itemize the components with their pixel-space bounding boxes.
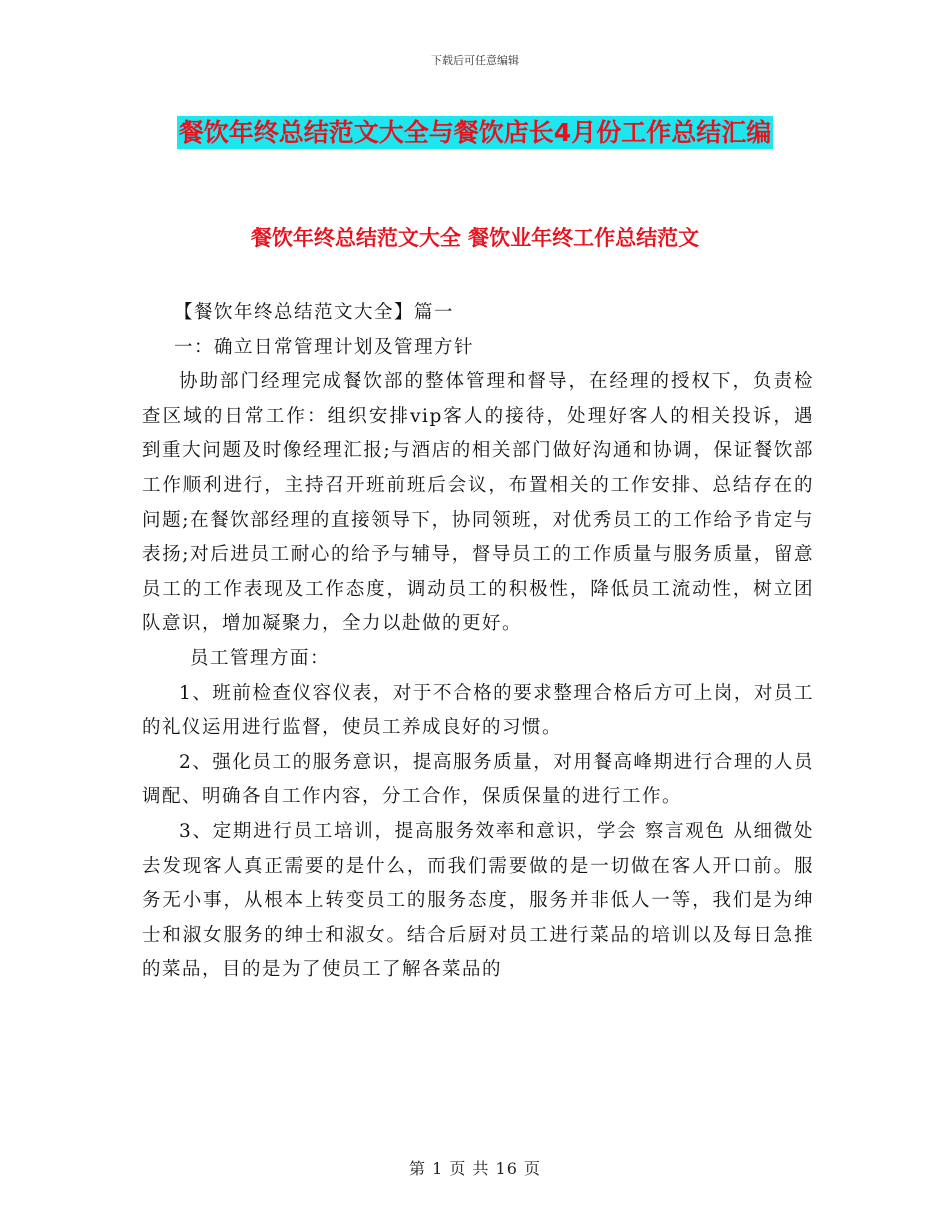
document-title [140, 112, 810, 154]
document-title-text: 餐饮年终总结范文大全与餐饮店长4月份工作总结汇编 [178, 118, 772, 147]
document-subtitle: 餐饮年终总结范文大全 餐饮业年终工作总结范文 [250, 226, 700, 250]
section-subheading: 一：确立日常管理计划及管理方针 [174, 336, 475, 358]
header-note: 下载后可任意编辑 [431, 54, 519, 67]
document-body [142, 296, 814, 988]
page-number: 第 1 页 共 16 页 [409, 1159, 541, 1178]
body-paragraph: 2、强化员工的服务意识，提高服务质量，对用餐高峰期进行合理的人员调配、明确各自工作内容，分工合作，保质保量的进行工作。 [142, 751, 814, 808]
body-paragraph: 1、班前检查仪容仪表，对于不合格的要求整理合格后方可上岗，对员工的礼仪运用进行监督，使员工养成良好的习惯。 [142, 682, 814, 739]
section-subheading: 员工管理方面： [190, 647, 331, 669]
section-heading: 【餐饮年终总结范文大全】篇一 [174, 302, 455, 323]
body-paragraph: 协助部门经理完成餐饮部的整体管理和督导，在经理的授权下，负责检查区域的日常工作：组织安排vip客人的接待，处理好客人的相关投诉，遇到重大问题及时像经理汇报;与酒店的相关部门做好沟通和协调，保证餐饮部工作顺利进行，主持召开班前班后会议，布置相关的工作安排、总结存在的问题;在餐饮部经理的直接领导下，协同领班，对优秀员工的工作给予肯定与表扬;对后进员工耐心的给予与辅导，督导员工的工作质量与服务质量，留意员工的工作表现及工作态度，调动员工的积极性，降低员工流动性，树立团队意识，增加凝聚力，全力以赴做的更好。 [142, 371, 814, 635]
body-paragraph: 3、定期进行员工培训，提高服务效率和意识，学会 察言观色 从细微处去发现客人真正需要的是什么，而我们需要做的是一切做在客人开口前。服务无小事，从根本上转变员工的服务态度，服务并非低人一等，我们是为绅士和淑女服务的绅士和淑女。结合后厨对员工进行菜品的培训以及每日急推的菜品，目的是为了使员工了解各菜品的 [142, 820, 814, 981]
